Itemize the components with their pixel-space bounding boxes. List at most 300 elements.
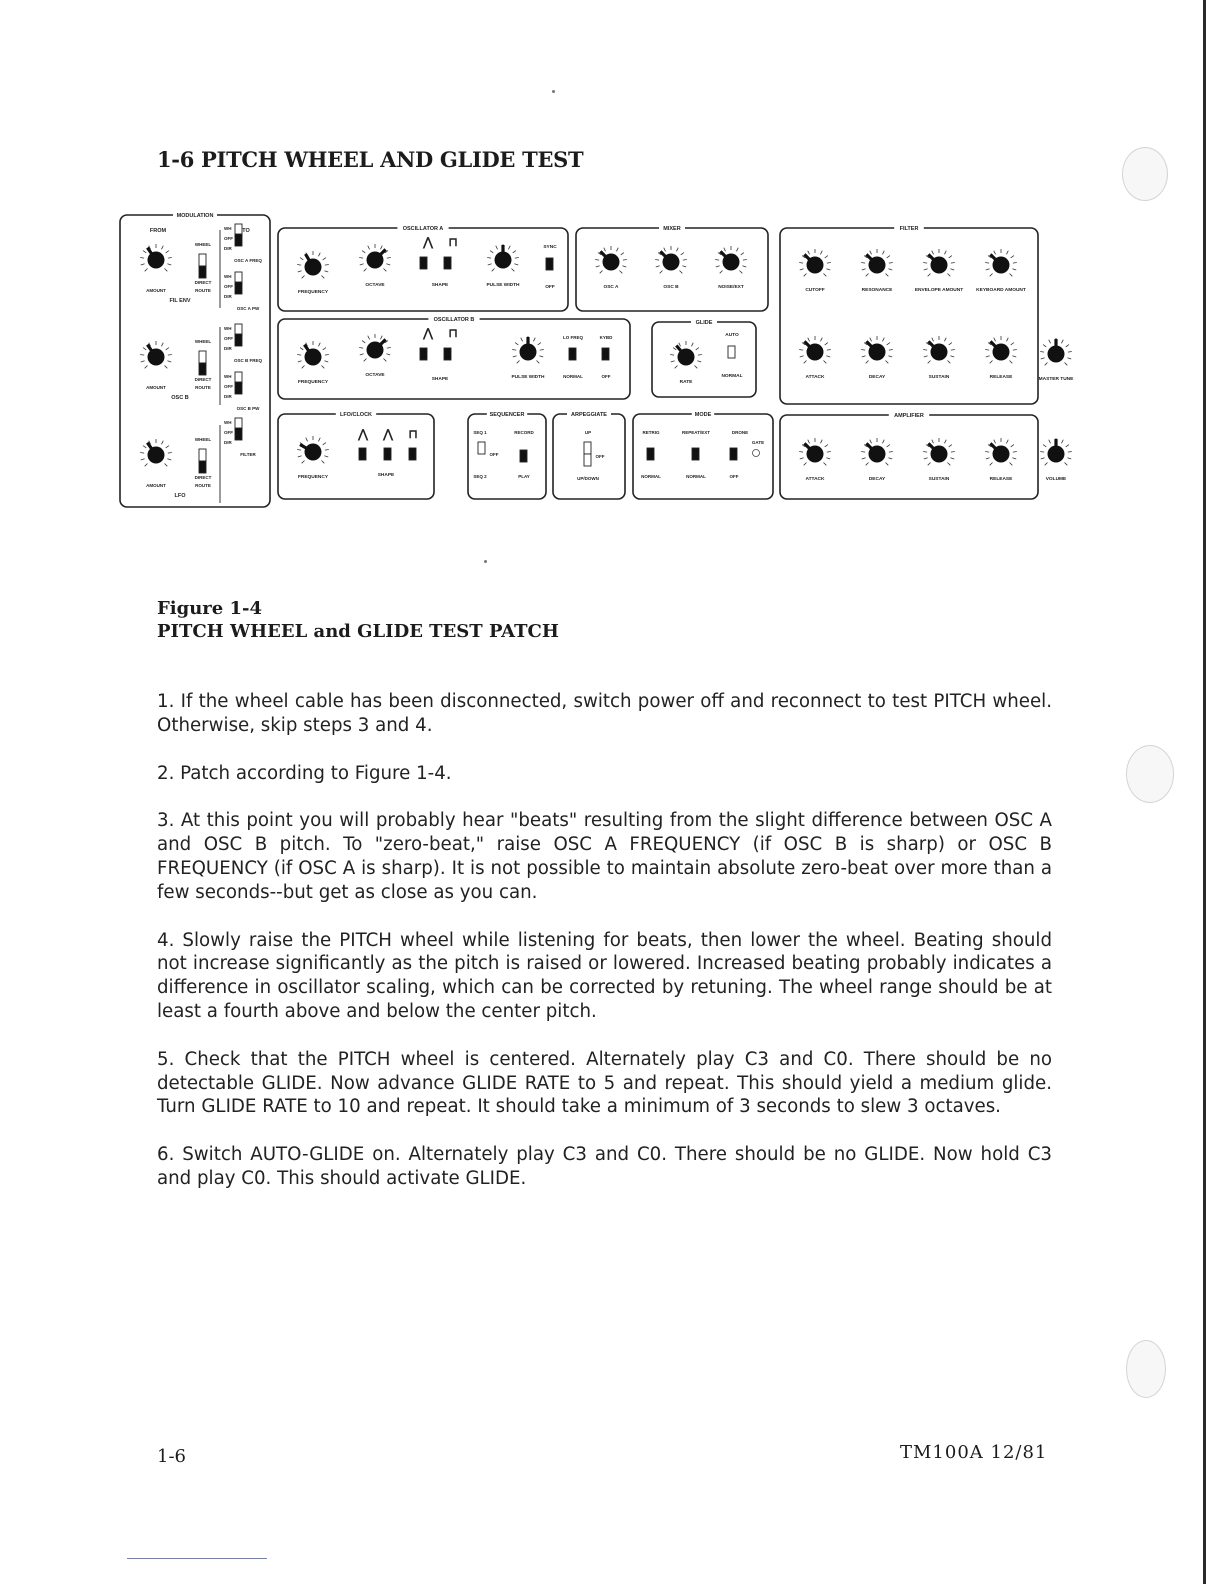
knob-tick bbox=[604, 248, 606, 252]
glide-normal-label: NORMAL bbox=[721, 374, 743, 379]
master-tune-label: MASTER TUNE bbox=[1038, 377, 1074, 382]
knob-tick bbox=[387, 347, 391, 348]
mode-retrig-label: RETRIG bbox=[642, 430, 660, 435]
knob-tick bbox=[827, 349, 831, 350]
knob-tick bbox=[533, 338, 535, 342]
osc-a-frequency-label: FREQUENCY bbox=[297, 290, 329, 295]
mod-wheel-switch bbox=[199, 351, 206, 363]
mod-wheel-label: WHEEL bbox=[194, 437, 212, 442]
knob-tick bbox=[882, 251, 884, 255]
knob-tick bbox=[368, 336, 370, 340]
knob-tick bbox=[324, 271, 328, 272]
filter-env-1-knob bbox=[861, 336, 893, 363]
knob-tick bbox=[360, 354, 364, 355]
knob-tick bbox=[368, 246, 370, 250]
knob-tick bbox=[823, 273, 826, 276]
mod-dest-switch bbox=[235, 428, 242, 440]
knob-tick bbox=[949, 256, 952, 258]
punch-hole-top bbox=[1122, 147, 1168, 201]
knob-tick bbox=[300, 258, 303, 260]
knob-tick bbox=[986, 356, 990, 357]
knob-tick bbox=[804, 462, 807, 465]
punch-hole-bottom bbox=[1126, 1340, 1166, 1398]
seq-off-label: OFF bbox=[489, 452, 499, 457]
mod-wheel-label: WHEEL bbox=[194, 339, 212, 344]
knob-tick bbox=[862, 458, 866, 459]
knob-tick bbox=[870, 338, 872, 342]
knob-tick bbox=[1067, 458, 1071, 459]
knob-tick bbox=[166, 348, 169, 350]
mode-retrig-switch bbox=[647, 448, 654, 460]
knob-tick bbox=[164, 268, 167, 271]
filter-2-label: ENVELOPE AMOUNT bbox=[914, 288, 964, 293]
knob-tick bbox=[866, 273, 869, 276]
knob-tick bbox=[161, 246, 163, 250]
mode-gate-label: GATE bbox=[751, 440, 765, 445]
knob-tick bbox=[994, 251, 996, 255]
mod-off-label: OFF bbox=[224, 284, 233, 289]
osc-a-pulse-width-knob bbox=[487, 244, 519, 271]
mod-dir-label: DIR bbox=[224, 440, 232, 445]
lfo-saw-symbol: ⋀ bbox=[383, 427, 393, 441]
knob-tick bbox=[827, 262, 831, 263]
knob-tick bbox=[1009, 462, 1012, 465]
knob-tick bbox=[321, 275, 324, 278]
osc-a-pulse-width-label: PULSE WIDTH bbox=[486, 283, 520, 288]
knob-tick bbox=[950, 269, 954, 270]
knob-tick bbox=[166, 251, 169, 253]
knob-tick bbox=[1043, 445, 1046, 447]
master-tune-knob bbox=[1040, 338, 1072, 365]
knob-tick bbox=[882, 440, 884, 444]
lfo-tri-symbol: ⋀ bbox=[358, 427, 368, 441]
mod-direct-switch bbox=[199, 461, 206, 473]
knob-tick bbox=[496, 246, 498, 250]
knob-tick bbox=[164, 365, 167, 368]
knob-tick bbox=[362, 341, 365, 343]
knob-tick bbox=[1064, 362, 1067, 365]
amp-env-1-knob bbox=[861, 438, 893, 465]
osc-a-frequency-knob bbox=[297, 251, 329, 278]
knob-tick bbox=[720, 270, 723, 273]
lfo-shape-label: SHAPE bbox=[377, 473, 395, 478]
osc-b-saw-switch bbox=[420, 348, 427, 360]
knob-tick bbox=[694, 365, 697, 368]
knob-tick bbox=[1012, 458, 1016, 459]
knob-tick bbox=[360, 264, 364, 265]
knob-tick bbox=[515, 343, 518, 345]
knob-tick bbox=[870, 440, 872, 444]
knob-tick bbox=[490, 251, 493, 253]
knob-tick bbox=[924, 356, 928, 357]
knob-tick bbox=[923, 262, 927, 263]
knob-tick bbox=[889, 451, 893, 452]
mod-wh-label: WH bbox=[224, 326, 232, 331]
filter-3-knob bbox=[985, 249, 1017, 276]
knob-tick bbox=[141, 361, 145, 362]
amp-env-0-label: ATTACK bbox=[805, 477, 825, 482]
mod-route-label: ROUTE bbox=[195, 288, 211, 293]
knob-tick bbox=[990, 273, 993, 276]
knob-tick bbox=[513, 356, 517, 357]
mod-wh-label: WH bbox=[224, 226, 232, 231]
filter-1-label: RESONANCE bbox=[861, 288, 893, 293]
knob-tick bbox=[862, 356, 866, 357]
knob-tick bbox=[1061, 440, 1063, 444]
knob-tick bbox=[887, 445, 890, 447]
knob-tick bbox=[167, 264, 171, 265]
seq1-label: SEQ 1 bbox=[473, 430, 487, 435]
knob-tick bbox=[161, 343, 163, 347]
knob-tick bbox=[359, 257, 363, 258]
knob-tick bbox=[949, 343, 952, 345]
filter-2-knob bbox=[923, 249, 955, 276]
knob-tick bbox=[888, 356, 892, 357]
synth-panel-diagram bbox=[118, 212, 1078, 512]
mode-repeat-label: REPEAT/EXT bbox=[682, 430, 710, 435]
filter-env-1-label: DECAY bbox=[868, 375, 886, 380]
lfo-square-symbol: ⊓ bbox=[408, 427, 418, 441]
knob-tick bbox=[298, 271, 302, 272]
mod-dir-label: DIR bbox=[224, 246, 232, 251]
knob-tick bbox=[513, 251, 516, 253]
amp-env-1-label: DECAY bbox=[868, 477, 886, 482]
knob-tick bbox=[696, 348, 699, 350]
osc-b-pulse-width-label: PULSE WIDTH bbox=[511, 375, 545, 380]
mod-dest-switch bbox=[235, 282, 242, 294]
knob-tick bbox=[928, 462, 931, 465]
knob-tick bbox=[671, 361, 675, 362]
knob-tick bbox=[808, 251, 810, 255]
knob-tick bbox=[492, 268, 495, 271]
knob-tick bbox=[596, 266, 600, 267]
osc-b-frequency-knob bbox=[297, 341, 329, 368]
mod-off-label: OFF bbox=[224, 236, 233, 241]
knob-tick bbox=[300, 348, 303, 350]
filter-env-0-knob bbox=[799, 336, 831, 363]
mod-source-label: LFO bbox=[174, 493, 186, 499]
mod-dest-label: OSC A FREQ bbox=[234, 258, 262, 263]
knob-tick bbox=[318, 253, 320, 257]
knob-tick bbox=[656, 266, 660, 267]
mode-normal-label: NORMAL bbox=[686, 474, 706, 479]
knob-tick bbox=[947, 360, 950, 363]
knob-tick bbox=[512, 349, 516, 350]
knob-tick bbox=[825, 343, 828, 345]
oscillator-a-section-title: OSCILLATOR A bbox=[402, 226, 444, 232]
osc-b-octave-label: OCTAVE bbox=[365, 373, 385, 378]
knob-tick bbox=[166, 446, 169, 448]
mode-off-label: OFF bbox=[729, 474, 739, 479]
knob-tick bbox=[1012, 269, 1016, 270]
knob-tick bbox=[167, 361, 171, 362]
knob-tick bbox=[1040, 351, 1044, 352]
knob-tick bbox=[664, 248, 666, 252]
knob-tick bbox=[1006, 251, 1008, 255]
osc-b-pulse-switch bbox=[444, 348, 451, 360]
knob-tick bbox=[540, 349, 544, 350]
filter-section-title: FILTER bbox=[899, 226, 919, 232]
osc-b-saw-symbol: ⋀ bbox=[423, 326, 433, 340]
knob-tick bbox=[622, 266, 626, 267]
knob-tick bbox=[538, 343, 541, 345]
filter-env-2-knob bbox=[923, 336, 955, 363]
osc-b-normal-label: NORMAL bbox=[563, 374, 583, 379]
knob-tick bbox=[743, 259, 747, 260]
knob-tick bbox=[323, 443, 326, 445]
modulation-section-title: MODULATION bbox=[176, 213, 214, 219]
mod-to-label: TO bbox=[242, 228, 250, 234]
knob-tick bbox=[1049, 440, 1051, 444]
knob-tick bbox=[621, 253, 624, 255]
figure-title: PITCH WHEEL and GLIDE TEST PATCH bbox=[157, 621, 559, 642]
knob-tick bbox=[808, 440, 810, 444]
step-6: 6. Switch AUTO-GLIDE on. Alternately play C3 and C0. There should be no GLIDE. Now hold C3 and play C0. This should activate GLIDE. bbox=[157, 1144, 1052, 1189]
osc-a-saw-switch bbox=[420, 257, 427, 269]
mod-off-label: OFF bbox=[224, 384, 233, 389]
knob-tick bbox=[804, 273, 807, 276]
knob-tick bbox=[164, 463, 167, 466]
knob-tick bbox=[675, 365, 678, 368]
knob-tick bbox=[825, 256, 828, 258]
mod-amount-label: AMOUNT bbox=[146, 483, 166, 488]
page-number: 1-6 bbox=[157, 1446, 186, 1467]
mod-direct-label: DIRECT bbox=[194, 280, 212, 285]
mod-from-label: FROM bbox=[149, 228, 167, 234]
knob-tick bbox=[1011, 445, 1014, 447]
mode-drone-label: DRONE bbox=[731, 430, 749, 435]
osc-b-kybd-label: KYBD bbox=[599, 335, 613, 340]
seq2-label: SEQ 2 bbox=[473, 474, 487, 479]
knob-tick bbox=[386, 264, 390, 265]
filter-env-3-label: RELEASE bbox=[989, 375, 1013, 380]
knob-tick bbox=[866, 462, 869, 465]
knob-tick bbox=[951, 451, 955, 452]
sequencer-section-title: SEQUENCER bbox=[489, 412, 525, 418]
knob-tick bbox=[742, 266, 746, 267]
lfo-frequency-label: FREQUENCY bbox=[297, 475, 329, 480]
knob-tick bbox=[990, 360, 993, 363]
knob-tick bbox=[488, 264, 492, 265]
knob-tick bbox=[168, 257, 172, 258]
mod-direct-label: DIRECT bbox=[194, 475, 212, 480]
knob-tick bbox=[616, 248, 618, 252]
step-1: 1. If the wheel cable has been disconnected, switch power off and reconnect to test PITCH wheel. Otherwise, skip steps 3 and 4. bbox=[157, 691, 1052, 736]
knob-tick bbox=[325, 354, 329, 355]
knob-tick bbox=[487, 257, 491, 258]
filter-0-label: CUTOFF bbox=[805, 288, 825, 293]
mod-wheel-switch bbox=[199, 254, 206, 266]
knob-tick bbox=[985, 451, 989, 452]
figure-number: Figure 1-4 bbox=[157, 598, 263, 619]
knob-tick bbox=[679, 343, 681, 347]
knob-tick bbox=[161, 441, 163, 445]
knob-tick bbox=[380, 246, 382, 250]
osc-a-off-label: OFF bbox=[545, 285, 555, 290]
step-4: 4. Slowly raise the PITCH wheel while listening for beats, then lower the wheel. Beating should not increase significantly as the pitch is raised or lowered. Increased beating probably indicates a difference in oscillator scaling, which can be corrected by retuning. The wheel range should be at least a fourth above and below the center pitch. bbox=[157, 929, 1052, 1022]
knob-tick bbox=[364, 268, 367, 271]
knob-tick bbox=[951, 349, 955, 350]
seq-record-label: RECORD bbox=[514, 430, 534, 435]
mod-dir-label: DIR bbox=[224, 294, 232, 299]
knob-tick bbox=[683, 259, 687, 260]
mod-wheel-label: WHEEL bbox=[194, 242, 212, 247]
filter-env-0-label: ATTACK bbox=[805, 375, 825, 380]
knob-tick bbox=[889, 262, 893, 263]
knob-tick bbox=[167, 459, 171, 460]
knob-tick bbox=[986, 458, 990, 459]
knob-tick bbox=[302, 365, 305, 368]
mode-repeat-switch bbox=[692, 448, 699, 460]
knob-tick bbox=[861, 349, 865, 350]
knob-tick bbox=[140, 257, 144, 258]
knob-tick bbox=[820, 251, 822, 255]
mod-amount-2-knob bbox=[140, 439, 172, 466]
mixer-0-knob bbox=[595, 246, 627, 273]
knob-tick bbox=[1066, 445, 1069, 447]
knob-tick bbox=[302, 460, 305, 463]
knob-tick bbox=[297, 449, 301, 450]
knob-tick bbox=[944, 251, 946, 255]
knob-tick bbox=[1013, 451, 1017, 452]
mixer-1-knob bbox=[655, 246, 687, 273]
lfo-switch bbox=[359, 448, 366, 460]
knob-tick bbox=[994, 338, 996, 342]
osc-a-octave-knob bbox=[359, 244, 391, 271]
knob-tick bbox=[827, 451, 831, 452]
knob-tick bbox=[985, 349, 989, 350]
knob-tick bbox=[990, 462, 993, 465]
knob-tick bbox=[924, 269, 928, 270]
knob-tick bbox=[325, 449, 329, 450]
knob-tick bbox=[670, 354, 674, 355]
knob-tick bbox=[682, 266, 686, 267]
knob-tick bbox=[820, 440, 822, 444]
knob-tick bbox=[514, 264, 518, 265]
section-title: 1-6 PITCH WHEEL AND GLIDE TEST bbox=[157, 147, 584, 172]
mode-normal-label: NORMAL bbox=[641, 474, 661, 479]
knob-tick bbox=[1006, 440, 1008, 444]
osc-a-octave-label: OCTAVE bbox=[365, 283, 385, 288]
osc-a-shape-label: SHAPE bbox=[431, 283, 449, 288]
knob-tick bbox=[1049, 340, 1051, 344]
osc-b-kybd-switch bbox=[602, 348, 609, 360]
knob-tick bbox=[1013, 262, 1017, 263]
knob-tick bbox=[362, 251, 365, 253]
mod-direct-switch bbox=[199, 266, 206, 278]
knob-tick bbox=[1041, 458, 1045, 459]
knob-tick bbox=[511, 268, 514, 271]
amp-env-3-knob bbox=[985, 438, 1017, 465]
knob-tick bbox=[297, 354, 301, 355]
mod-wh-label: WH bbox=[224, 420, 232, 425]
osc-b-lofreq-switch bbox=[569, 348, 576, 360]
knob-tick bbox=[145, 463, 148, 466]
knob-tick bbox=[364, 358, 367, 361]
knob-tick bbox=[826, 269, 830, 270]
knob-tick bbox=[716, 266, 720, 267]
seq-switch bbox=[478, 442, 485, 454]
knob-tick bbox=[870, 251, 872, 255]
knob-tick bbox=[141, 264, 145, 265]
amplifier-section-title: AMPLIFIER bbox=[894, 413, 924, 419]
knob-tick bbox=[799, 451, 803, 452]
knob-tick bbox=[140, 452, 144, 453]
osc-a-pulse-switch bbox=[444, 257, 451, 269]
knob-tick bbox=[950, 356, 954, 357]
knob-tick bbox=[947, 462, 950, 465]
mod-direct-switch bbox=[199, 363, 206, 375]
knob-tick bbox=[944, 440, 946, 444]
knob-tick bbox=[1043, 345, 1046, 347]
mod-off-label: OFF bbox=[224, 430, 233, 435]
osc-a-saw-symbol: ⋀ bbox=[423, 235, 433, 249]
lfo-frequency-knob bbox=[297, 436, 329, 463]
knob-tick bbox=[673, 348, 676, 350]
knob-tick bbox=[944, 338, 946, 342]
sequencer-section bbox=[468, 414, 546, 499]
knob-tick bbox=[1040, 451, 1044, 452]
mod-dest-switch bbox=[235, 334, 242, 346]
knob-tick bbox=[600, 270, 603, 273]
mod-dir-label: DIR bbox=[224, 394, 232, 399]
osc-b-shape-label: SHAPE bbox=[431, 377, 449, 382]
osc-a-sync-label: SYNC bbox=[543, 245, 557, 250]
knob-tick bbox=[800, 458, 804, 459]
knob-tick bbox=[679, 270, 682, 273]
knob-tick bbox=[887, 343, 890, 345]
amp-env-2-knob bbox=[923, 438, 955, 465]
mixer-2-label: NOISE/EXT bbox=[718, 285, 744, 290]
osc-b-pulse-width-knob bbox=[512, 336, 544, 363]
knob-tick bbox=[932, 440, 934, 444]
step-5: 5. Check that the PITCH wheel is centered. Alternately play C3 and C0. There should be no detectable GLIDE. Now advance GLIDE RATE to 5 and repeat. This should yield a medium glide. Turn GLIDE RATE to 10 and repeat. It should take a minimum of 3 seconds to slew 3 octaves. bbox=[157, 1048, 1052, 1118]
arp-switch bbox=[584, 442, 591, 454]
glide-auto-label: AUTO bbox=[725, 333, 739, 338]
knob-tick bbox=[386, 354, 390, 355]
knob-tick bbox=[808, 338, 810, 342]
scan-speck bbox=[484, 560, 487, 563]
mod-wheel-switch bbox=[199, 449, 206, 461]
gate-led bbox=[753, 450, 760, 457]
knob-tick bbox=[888, 269, 892, 270]
knob-tick bbox=[994, 440, 996, 444]
mod-dest-switch bbox=[235, 382, 242, 394]
knob-tick bbox=[168, 452, 172, 453]
knob-tick bbox=[804, 360, 807, 363]
scan-edge-line bbox=[127, 1558, 267, 1559]
knob-tick bbox=[143, 348, 146, 350]
knob-tick bbox=[168, 354, 172, 355]
glide-rate-knob bbox=[670, 341, 702, 368]
knob-tick bbox=[623, 259, 627, 260]
knob-tick bbox=[1068, 351, 1072, 352]
page-edge-shadow bbox=[1203, 0, 1206, 1584]
knob-tick bbox=[885, 273, 888, 276]
osc-b-octave-knob bbox=[359, 334, 391, 361]
mod-dest-switch bbox=[235, 234, 242, 246]
knob-tick bbox=[676, 248, 678, 252]
knob-tick bbox=[1009, 273, 1012, 276]
knob-tick bbox=[1066, 345, 1069, 347]
knob-tick bbox=[1011, 343, 1014, 345]
knob-tick bbox=[800, 269, 804, 270]
lfo-switch bbox=[384, 448, 391, 460]
knob-tick bbox=[889, 349, 893, 350]
mod-source-label: FIL ENV bbox=[169, 298, 191, 304]
knob-tick bbox=[736, 248, 738, 252]
knob-tick bbox=[324, 456, 328, 457]
